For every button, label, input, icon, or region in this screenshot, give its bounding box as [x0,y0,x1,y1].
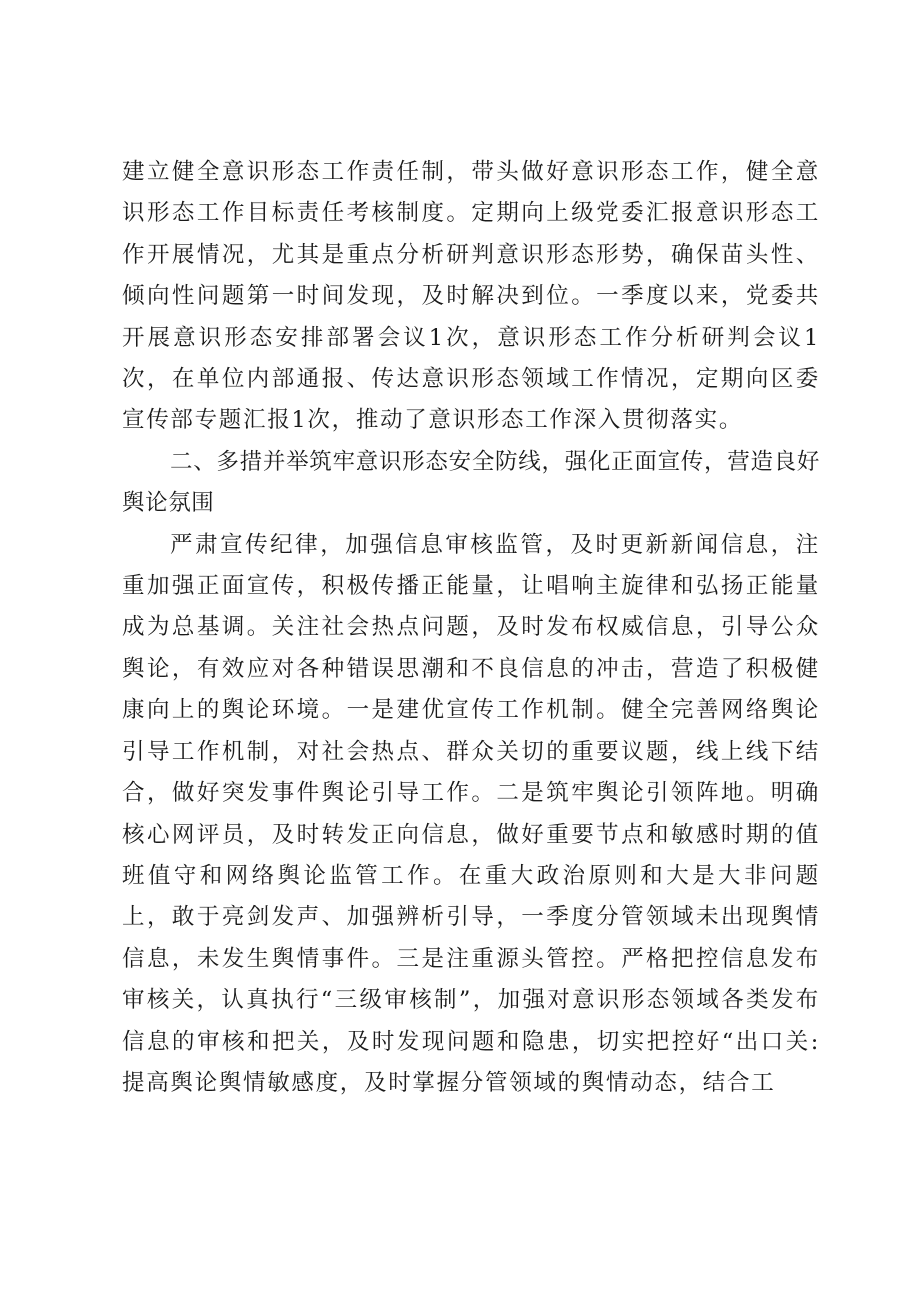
document-page [122,152,820,1104]
section-heading-2: 二、多措并举筑牢意识形态安全防线，强化正面宣传，营造良好舆论氛围 [122,448,820,517]
paragraph-positive-publicity: 严肃宣传纪律，加强信息审核监管，及时更新新闻信息，注重加强正面宣传，积极传播正能量，让唱响主旋律和弘扬正能量成为总基调。关注社会热点问题，及时发布权威信息，引导公众舆论，有效应对各种错误思潮和不良信息的冲击，营造了积极健康向上的舆论环境。一是建优宣传工作机制。健全完善网络舆论引导工作机制，对社会热点、群众关切的重要议题，线上线下结合，做好突发事件舆论引导工作。二是筑牢舆论引领阵地。明确核心网评员，及时转发正向信息，做好重要节点和敏感时期的值班值守和网络舆论监管工作。在重大政治原则和大是大非问题上，敢于亮剑发声、加强辨析引导，一季度分管领域未出现舆情信息，未发生舆情事件。三是注重源头管控。严格把控信息发布审核关，认真执行“三级审核制”，加强对意识形态领域各类发布信息的审核和把关，及时发现问题和隐患，切实把控好“出口关:提高舆论舆情敏感度，及时掌握分管领域的舆情动态，结合工 [122,531,820,1096]
paragraph-responsibility-system: 建立健全意识形态工作责任制，带头做好意识形态工作，健全意识形态工作目标责任考核制度。定期向上级党委汇报意识形态工作开展情况，尤其是重点分析研判意识形态形势，确保苗头性、倾向性问题第一时间发现，及时解决到位。一季度以来，党委共开展意识形态安排部署会议1次，意识形态工作分析研判会议1次，在单位内部通报、传达意识形态领域工作情况，定期向区委宣传部专题汇报1次，推动了意识形态工作深入贯彻落实。 [122,159,820,434]
